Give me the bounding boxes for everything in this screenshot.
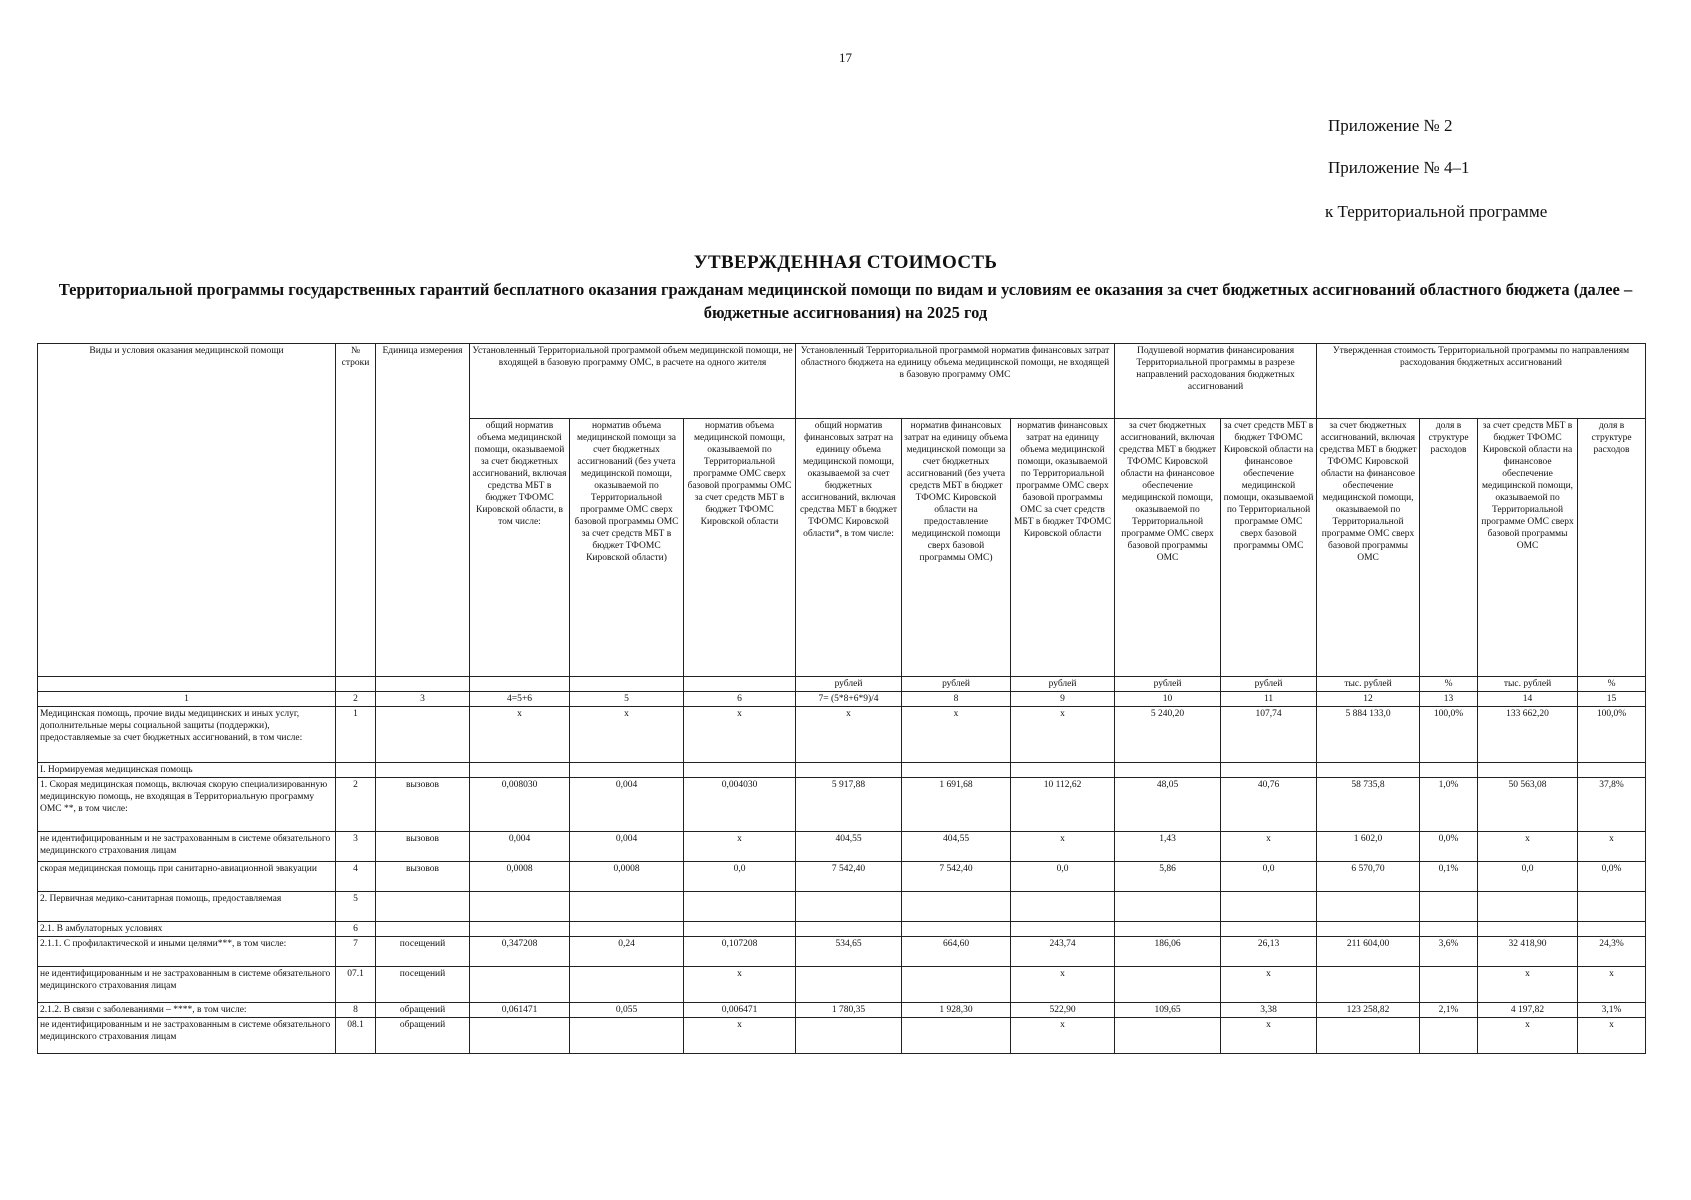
row-cell: [1115, 1018, 1221, 1054]
row-cell: [796, 892, 902, 922]
header-sub-col-9: норматив финансовых затрат на единицу объема медицинской помощи, оказываемой по Территориальной программе ОМС сверх базовой программы ОМС за счет средств МБТ в бюджет ТФОМС Кировской области: [1011, 419, 1115, 677]
row-cell: 211 604,00: [1317, 937, 1420, 967]
row-cell: x: [1478, 967, 1578, 1003]
row-cell: 186,06: [1115, 937, 1221, 967]
row-cell: 1 928,30: [902, 1003, 1011, 1018]
row-cell: 0,0: [1011, 862, 1115, 892]
column-number: 13: [1420, 692, 1478, 707]
column-number: 5: [570, 692, 684, 707]
page-number: 17: [839, 50, 852, 65]
row-cell: x: [1221, 1018, 1317, 1054]
row-cell: [1317, 967, 1420, 1003]
row-cell: [1578, 892, 1646, 922]
row-cell: 10 112,62: [1011, 778, 1115, 832]
row-cell: [796, 967, 902, 1003]
row-cell: [1221, 892, 1317, 922]
row-cell: [1317, 922, 1420, 937]
row-cell: [1420, 922, 1478, 937]
row-cell: [796, 922, 902, 937]
row-cell: x: [1011, 707, 1115, 763]
row-cell: 1 691,68: [902, 778, 1011, 832]
row-cell: [902, 1018, 1011, 1054]
unit-cell: рублей: [1115, 677, 1221, 692]
row-cell: 4: [336, 862, 376, 892]
column-number: 3: [376, 692, 470, 707]
row-cell: [1578, 922, 1646, 937]
row-label: не идентифицированным и не застрахованным в системе обязательного медицинского страхования лицам: [38, 1018, 336, 1054]
row-cell: 404,55: [796, 832, 902, 862]
row-cell: 0,006471: [684, 1003, 796, 1018]
column-number: 8: [902, 692, 1011, 707]
row-label: 2.1. В амбулаторных условиях: [38, 922, 336, 937]
row-cell: 37,8%: [1578, 778, 1646, 832]
appendix-line-1: Приложение № 2: [1328, 116, 1453, 135]
row-cell: [902, 922, 1011, 937]
row-cell: 0,055: [570, 1003, 684, 1018]
row-cell: [570, 763, 684, 778]
header-row-top: [38, 344, 1646, 419]
row-cell: [336, 763, 376, 778]
row-cell: [1317, 763, 1420, 778]
row-cell: 58 735,8: [1317, 778, 1420, 832]
row-cell: 4 197,82: [1478, 1003, 1578, 1018]
row-label: не идентифицированным и не застрахованным в системе обязательного медицинского страхования лицам: [38, 832, 336, 862]
header-unit: Единица измерения: [376, 344, 470, 677]
column-number: 6: [684, 692, 796, 707]
row-cell: [1478, 892, 1578, 922]
row-cell: 24,3%: [1578, 937, 1646, 967]
header-sub-col-14: за счет средств МБТ в бюджет ТФОМС Кировской области на финансовое обеспечение медицинской помощи, оказываемой по Территориальной программе ОМС сверх базовой программы ОМС: [1478, 419, 1578, 677]
column-number: 2: [336, 692, 376, 707]
row-cell: x: [684, 1018, 796, 1054]
row-cell: x: [470, 707, 570, 763]
row-cell: 0,0%: [1578, 862, 1646, 892]
column-number: 4=5+6: [470, 692, 570, 707]
column-number: 7= (5*8+6*9)/4: [796, 692, 902, 707]
unit-cell: [570, 677, 684, 692]
row-cell: [376, 763, 470, 778]
row-cell: 0,347208: [470, 937, 570, 967]
row-cell: обращений: [376, 1003, 470, 1018]
row-cell: [1317, 1018, 1420, 1054]
row-cell: [684, 892, 796, 922]
row-cell: [376, 892, 470, 922]
row-cell: x: [1578, 967, 1646, 1003]
row-cell: 08.1: [336, 1018, 376, 1054]
row-cell: 0,004: [570, 832, 684, 862]
row-label: 2.1.1. С профилактической и иными целями***, в том числе:: [38, 937, 336, 967]
row-cell: 0,0008: [570, 862, 684, 892]
row-cell: 0,107208: [684, 937, 796, 967]
row-cell: 8: [336, 1003, 376, 1018]
header-sub-col-8: норматив финансовых затрат на единицу объема медицинской помощи за счет бюджетных ассигнований (без учета средств МБТ в бюджет ТФОМС Кировской области на предоставление медицинской помощи сверх базовой программы ОМС): [902, 419, 1011, 677]
row-cell: 3,6%: [1420, 937, 1478, 967]
row-cell: [902, 892, 1011, 922]
row-cell: посещений: [376, 937, 470, 967]
row-cell: 0,1%: [1420, 862, 1478, 892]
row-cell: 404,55: [902, 832, 1011, 862]
row-cell: 2,1%: [1420, 1003, 1478, 1018]
header-sub-col-10: за счет бюджетных ассигнований, включая средства МБТ в бюджет ТФОМС Кировской области на финансовое обеспечение медицинской помощи, оказываемой по Территориальной программе ОМС сверх базовой программы ОМС: [1115, 419, 1221, 677]
row-cell: 100,0%: [1578, 707, 1646, 763]
table-row: [38, 707, 1646, 763]
row-cell: 1,0%: [1420, 778, 1478, 832]
column-number: 10: [1115, 692, 1221, 707]
row-cell: [902, 763, 1011, 778]
row-cell: 0,0%: [1420, 832, 1478, 862]
row-cell: 5: [336, 892, 376, 922]
header-per-capita: Подушевой норматив финансирования Территориальной программы в разрезе направлений расходования бюджетных ассигнований: [1115, 344, 1317, 419]
row-cell: [1011, 892, 1115, 922]
header-sub-col-13: доля в структуре расходов: [1420, 419, 1478, 677]
row-cell: 107,74: [1221, 707, 1317, 763]
row-cell: x: [684, 707, 796, 763]
row-cell: x: [1578, 1018, 1646, 1054]
row-label: Медицинская помощь, прочие виды медицинских и иных услуг, дополнительные меры социальной защиты (поддержки), предоставляемые за счет бюджетных ассигнований, в том числе:: [38, 707, 336, 763]
header-sub-col-15: доля в структуре расходов: [1578, 419, 1646, 677]
row-cell: [902, 967, 1011, 1003]
row-cell: 3,1%: [1578, 1003, 1646, 1018]
row-cell: [470, 892, 570, 922]
header-sub-col-12: за счет бюджетных ассигнований, включая средства МБТ в бюджет ТФОМС Кировской области на финансовое обеспечение медицинской помощи, оказываемой по Территориальной программе ОМС сверх базовой программы ОМС: [1317, 419, 1420, 677]
table-row: [38, 763, 1646, 778]
unit-cell: рублей: [1011, 677, 1115, 692]
row-cell: 522,90: [1011, 1003, 1115, 1018]
row-cell: x: [1011, 967, 1115, 1003]
row-cell: 0,008030: [470, 778, 570, 832]
row-cell: 5,86: [1115, 862, 1221, 892]
column-number: 14: [1478, 692, 1578, 707]
column-number: 12: [1317, 692, 1420, 707]
row-cell: вызовов: [376, 862, 470, 892]
row-cell: 7 542,40: [902, 862, 1011, 892]
row-cell: [570, 922, 684, 937]
row-cell: [1221, 922, 1317, 937]
row-cell: [570, 892, 684, 922]
row-cell: x: [684, 832, 796, 862]
row-cell: вызовов: [376, 778, 470, 832]
unit-cell: рублей: [1221, 677, 1317, 692]
row-cell: 0,004: [470, 832, 570, 862]
row-cell: 5 917,88: [796, 778, 902, 832]
row-cell: 1 602,0: [1317, 832, 1420, 862]
row-cell: 0,0: [1478, 862, 1578, 892]
row-cell: x: [1478, 832, 1578, 862]
row-cell: [470, 922, 570, 937]
row-cell: [1420, 763, 1478, 778]
header-sub-col-11: за счет средств МБТ в бюджет ТФОМС Кировской области на финансовое обеспечение медицинской помощи, оказываемой по Территориальной программе ОМС сверх базовой программы ОМС: [1221, 419, 1317, 677]
row-label: 2.1.2. В связи с заболеваниями – ****, в том числе:: [38, 1003, 336, 1018]
row-cell: вызовов: [376, 832, 470, 862]
row-cell: 3: [336, 832, 376, 862]
header-approved: Утвержденная стоимость Территориальной программы по направлениям расходования бюджетных ассигнований: [1317, 344, 1646, 419]
row-cell: [1221, 763, 1317, 778]
row-cell: 7: [336, 937, 376, 967]
row-cell: 100,0%: [1420, 707, 1478, 763]
row-cell: [470, 1018, 570, 1054]
row-label: 2. Первичная медико-санитарная помощь, предоставляемая: [38, 892, 336, 922]
row-cell: [1420, 967, 1478, 1003]
row-cell: 0,0: [684, 862, 796, 892]
row-cell: [1578, 763, 1646, 778]
table-row: [38, 937, 1646, 967]
row-cell: [1011, 763, 1115, 778]
row-cell: x: [1011, 832, 1115, 862]
unit-cell: рублей: [902, 677, 1011, 692]
document-subtitle: Территориальной программы государственных гарантий бесплатного оказания гражданам медицинской помощи по видам и условиям ее оказания за счет бюджетных ассигнований областного бюджета (далее – бюджетные ассигнования) на 2025 год: [58, 280, 1633, 322]
row-cell: 7 542,40: [796, 862, 902, 892]
row-cell: [1317, 892, 1420, 922]
row-cell: 40,76: [1221, 778, 1317, 832]
row-cell: [684, 763, 796, 778]
unit-cell: [684, 677, 796, 692]
unit-cell: [376, 677, 470, 692]
row-cell: [1115, 892, 1221, 922]
units-row: [38, 677, 1646, 692]
unit-cell: [336, 677, 376, 692]
row-cell: 0,0: [1221, 862, 1317, 892]
row-cell: [1011, 922, 1115, 937]
table-row: [38, 778, 1646, 832]
row-cell: x: [796, 707, 902, 763]
row-label: не идентифицированным и не застрахованным в системе обязательного медицинского страхования лицам: [38, 967, 336, 1003]
unit-cell: %: [1420, 677, 1478, 692]
appendix-line-2: Приложение № 4–1: [1328, 158, 1470, 177]
row-cell: x: [570, 707, 684, 763]
row-cell: 1 780,35: [796, 1003, 902, 1018]
row-cell: x: [1221, 832, 1317, 862]
table-row: [38, 922, 1646, 937]
unit-cell: [38, 677, 336, 692]
column-number: 15: [1578, 692, 1646, 707]
column-number: 11: [1221, 692, 1317, 707]
row-cell: 2: [336, 778, 376, 832]
row-cell: 664,60: [902, 937, 1011, 967]
document-title: УТВЕРЖДЕННАЯ СТОИМОСТЬ: [693, 252, 998, 273]
row-cell: [684, 922, 796, 937]
table-row: [38, 1018, 1646, 1054]
header-volume: Установленный Территориальной программой объем медицинской помощи, не входящей в базовую программу ОМС, в расчете на одного жителя: [470, 344, 796, 419]
unit-cell: %: [1578, 677, 1646, 692]
header-sub-col-6: норматив объема медицинской помощи, оказываемой по Территориальной программе ОМС сверх базовой программы ОМС за счет средств МБТ в бюджет ТФОМС Кировской области: [684, 419, 796, 677]
table-row: [38, 1003, 1646, 1018]
row-cell: [1478, 922, 1578, 937]
appendix-line-3: к Территориальной программе: [1325, 202, 1548, 221]
row-cell: 6 570,70: [1317, 862, 1420, 892]
row-label: скорая медицинская помощь при санитарно-авиационной эвакуации: [38, 862, 336, 892]
row-cell: [1115, 967, 1221, 1003]
row-cell: [570, 1018, 684, 1054]
table-row: [38, 862, 1646, 892]
row-cell: 6: [336, 922, 376, 937]
row-cell: 5 240,20: [1115, 707, 1221, 763]
row-cell: 1: [336, 707, 376, 763]
row-cell: 50 563,08: [1478, 778, 1578, 832]
table-row: [38, 892, 1646, 922]
row-cell: x: [1011, 1018, 1115, 1054]
row-cell: [376, 922, 470, 937]
row-cell: 3,38: [1221, 1003, 1317, 1018]
row-cell: [1115, 922, 1221, 937]
row-cell: 26,13: [1221, 937, 1317, 967]
header-sub-col-5: норматив объема медицинской помощи за счет бюджетных ассигнований (без учета медицинской помощи, оказываемой по Территориальной программе ОМС сверх базовой программы ОМС за счет средств МБТ в бюджет ТФОМС Кировской области): [570, 419, 684, 677]
row-label: I. Нормируемая медицинская помощь: [38, 763, 336, 778]
numbers-row: [38, 692, 1646, 707]
row-cell: посещений: [376, 967, 470, 1003]
unit-cell: рублей: [796, 677, 902, 692]
row-cell: 0,0008: [470, 862, 570, 892]
row-cell: 109,65: [1115, 1003, 1221, 1018]
header-row-no: № строки: [336, 344, 376, 677]
row-cell: [1420, 1018, 1478, 1054]
table-row: [38, 832, 1646, 862]
row-cell: [470, 763, 570, 778]
row-cell: [796, 1018, 902, 1054]
header-kind: Виды и условия оказания медицинской помощи: [38, 344, 336, 677]
row-cell: 243,74: [1011, 937, 1115, 967]
row-cell: x: [1478, 1018, 1578, 1054]
row-cell: 0,004030: [684, 778, 796, 832]
unit-cell: [470, 677, 570, 692]
unit-cell: тыс. рублей: [1317, 677, 1420, 692]
row-cell: 133 662,20: [1478, 707, 1578, 763]
row-cell: [1478, 763, 1578, 778]
column-number: 1: [38, 692, 336, 707]
row-cell: 48,05: [1115, 778, 1221, 832]
row-cell: обращений: [376, 1018, 470, 1054]
row-cell: 0,24: [570, 937, 684, 967]
row-cell: [796, 763, 902, 778]
row-cell: x: [684, 967, 796, 1003]
row-cell: x: [902, 707, 1011, 763]
row-cell: 1,43: [1115, 832, 1221, 862]
row-cell: 32 418,90: [1478, 937, 1578, 967]
row-cell: [376, 707, 470, 763]
header-cost-norm: Установленный Территориальной программой норматив финансовых затрат областного бюджета на единицу объема медицинской помощи, не входящей в базовую программу ОМС: [796, 344, 1115, 419]
row-cell: [1115, 763, 1221, 778]
row-label: 1. Скорая медицинская помощь, включая скорую специализированную медицинскую помощь, не входящая в Территориальную программу ОМС **, в том числе:: [38, 778, 336, 832]
row-cell: [1420, 892, 1478, 922]
row-cell: [470, 967, 570, 1003]
row-cell: 0,004: [570, 778, 684, 832]
row-cell: 07.1: [336, 967, 376, 1003]
unit-cell: тыс. рублей: [1478, 677, 1578, 692]
row-cell: x: [1221, 967, 1317, 1003]
row-cell: x: [1578, 832, 1646, 862]
table-row: [38, 967, 1646, 1003]
header-sub-col-7: общий норматив финансовых затрат на единицу объема медицинской помощи, оказываемой за счет бюджетных ассигнований, включая средства МБТ в бюджет ТФОМС Кировской области*, в том числе:: [796, 419, 902, 677]
row-cell: 123 258,82: [1317, 1003, 1420, 1018]
budget-table: [37, 343, 1646, 1054]
row-cell: 534,65: [796, 937, 902, 967]
row-cell: 0,061471: [470, 1003, 570, 1018]
column-number: 9: [1011, 692, 1115, 707]
header-sub-col-4: общий норматив объема медицинской помощи, оказываемой за счет бюджетных ассигнований, включая средства МБТ в бюджет ТФОМС Кировской области, в том числе:: [470, 419, 570, 677]
row-cell: 5 884 133,0: [1317, 707, 1420, 763]
row-cell: [570, 967, 684, 1003]
